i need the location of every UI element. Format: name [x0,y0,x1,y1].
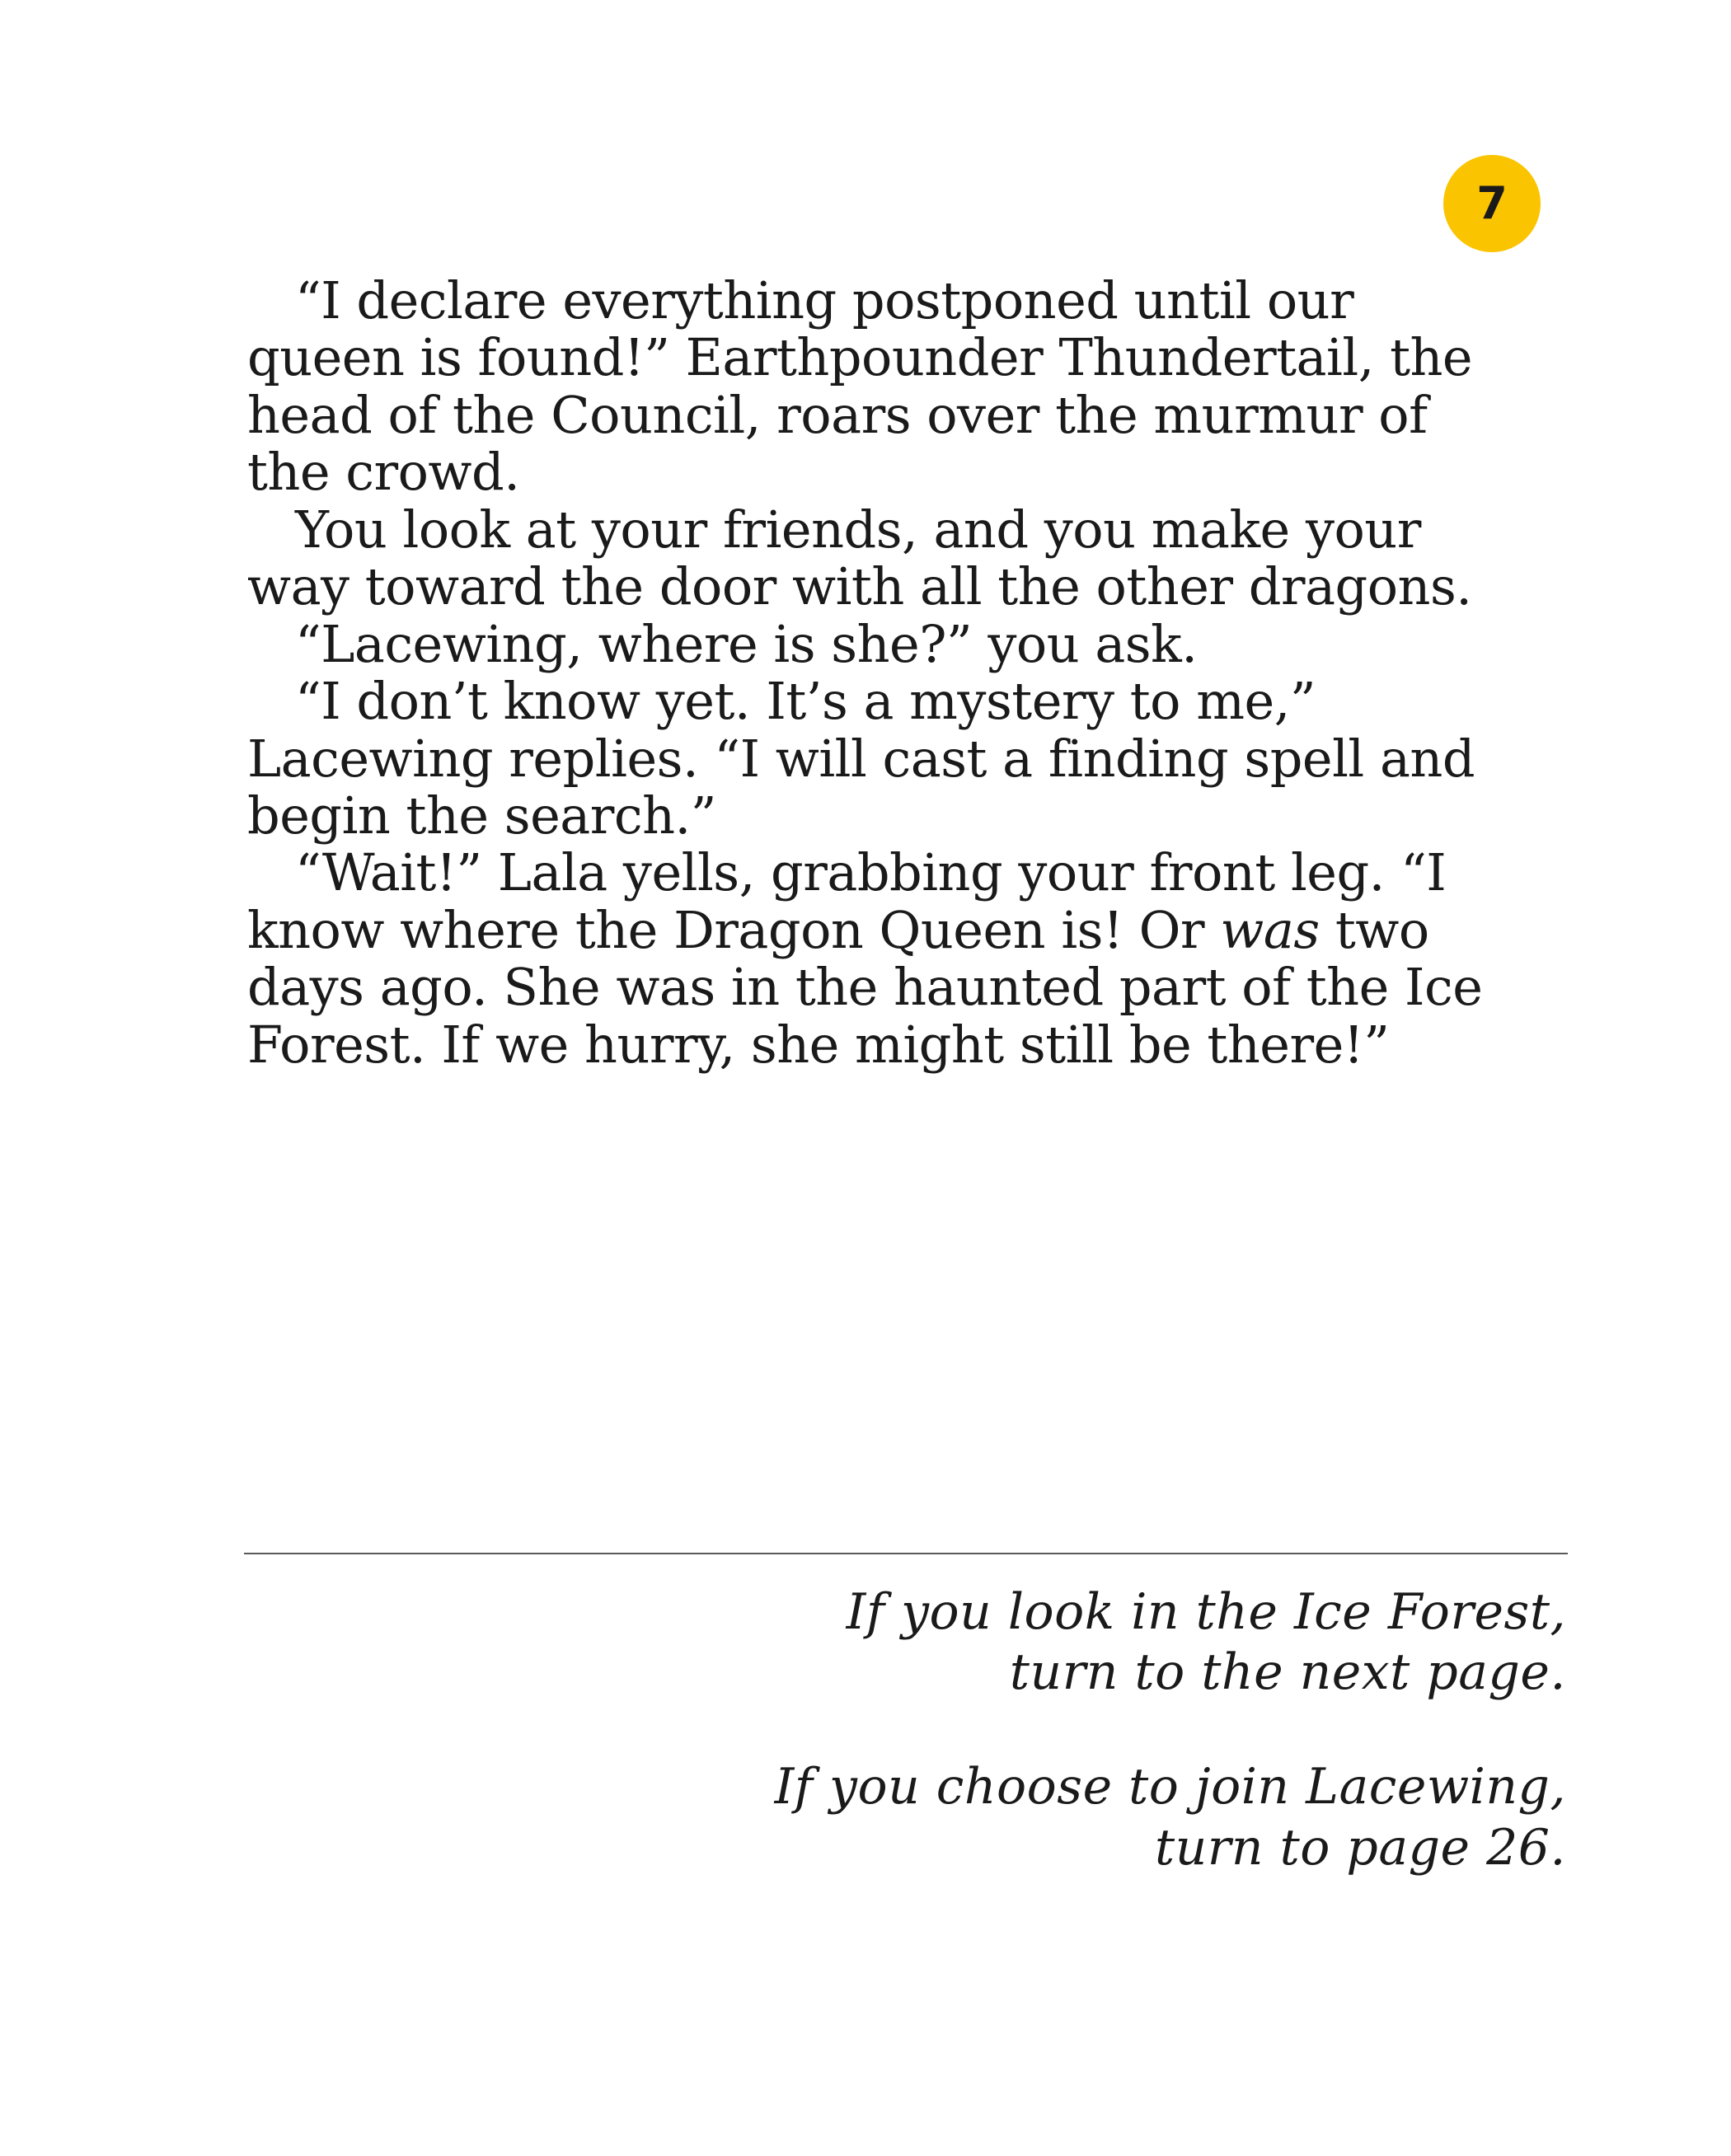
paragraph: “Lacewing, where is she?” you ask. [295,613,1198,674]
paragraph-with-emphasis [247,844,1508,1073]
choice-option[interactable] [247,1757,1566,1877]
choice-line-1: If you choose to join Lacewing, [774,1758,1566,1816]
section-divider [244,1553,1568,1554]
emphasized-word: was [1220,899,1320,960]
story-body [247,272,1508,1073]
page-number-label: 7 [1476,177,1508,229]
paragraph-text-after: two days ago. She was in the haunted part of the Ice Forest. If we hurry, she might still be there!” [247,899,1499,1075]
choice-option[interactable] [247,1582,1566,1703]
paragraph: “I don’t know yet. It’s a mystery to me,” Lacewing replies. “I will cast a finding spell and begin the search.” [247,671,1491,846]
choice-line-2: turn to page 26. [1154,1818,1566,1877]
paragraph: “I declare everything postponed until our queen is found!” Earthpounder Thundertail, the head of the Council, roars over the murmur of the crowd. [247,270,1489,503]
page-number-badge [1443,155,1541,252]
choice-line-2: turn to the next page. [1009,1643,1566,1702]
choice-list [247,1582,1566,1933]
paragraph-text-before: “Wait!” Lala yells, grabbing your front leg. “I know where the Dragon Queen is! Or [247,842,1462,960]
paragraph: You look at your friends, and you make your way toward the door with all the other dragons. [247,499,1472,617]
choice-line-1: If you look in the Ice Forest, [846,1583,1566,1641]
